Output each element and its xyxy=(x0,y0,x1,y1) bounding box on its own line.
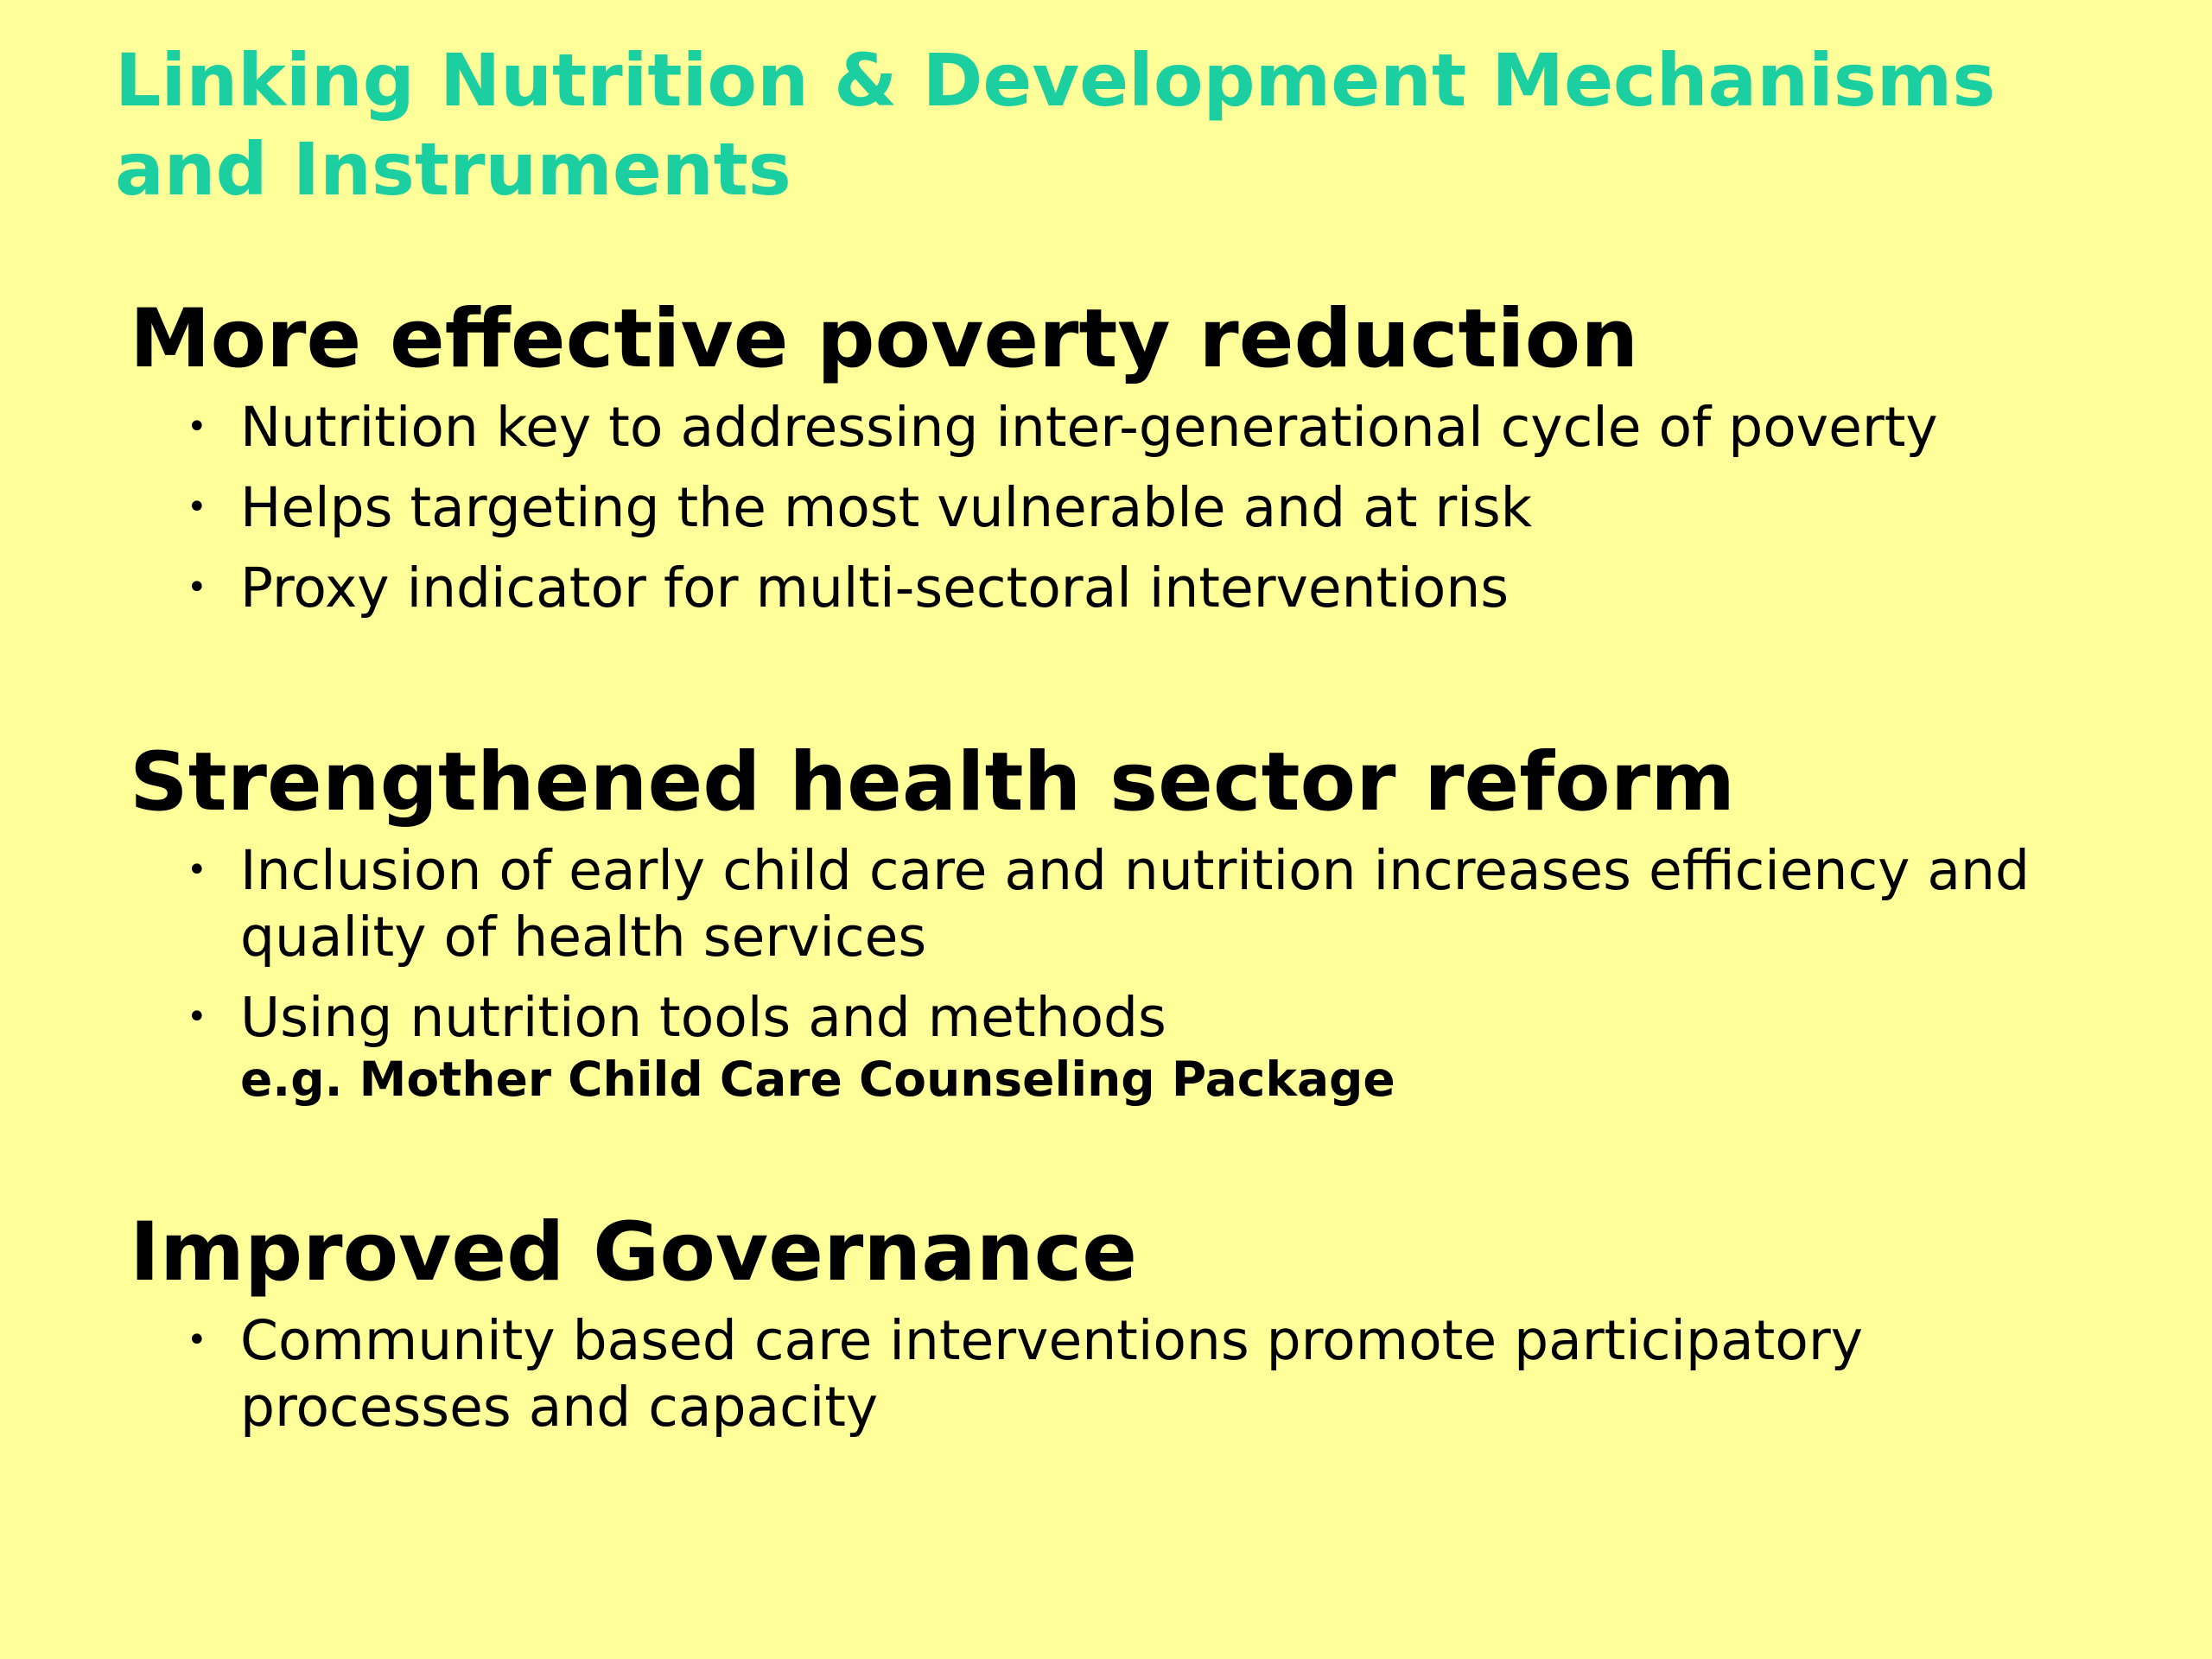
slide-title xyxy=(115,36,2154,214)
bullet-text: Nutrition key to addressing inter-generational cycle of poverty xyxy=(240,396,1938,459)
bullet-item xyxy=(130,984,2143,1108)
bullet-item xyxy=(130,555,2143,621)
bullet-text: Proxy indicator for multi-sectoral interventions xyxy=(240,556,1510,620)
bullet-item xyxy=(130,394,2143,461)
section-heading: More effective poverty reduction xyxy=(130,292,1639,386)
bullet-dot-icon: • xyxy=(187,997,207,1037)
slide-title-line-2: and Instruments xyxy=(115,127,791,212)
section-heading: Improved Governance xyxy=(130,1205,1138,1300)
section-health-sector-reform xyxy=(130,735,2143,1122)
bullet-dot-icon: • xyxy=(187,568,207,607)
bullet-dot-icon: • xyxy=(187,850,207,890)
bullet-item xyxy=(130,837,2143,970)
bullet-text: Using nutrition tools and methods xyxy=(240,986,1166,1049)
example-package-name: e.g. Mother Child Care Counseling Package xyxy=(240,1052,1395,1107)
bullet-dot-icon: • xyxy=(187,487,207,527)
bullet-list xyxy=(130,394,2143,621)
bullet-item xyxy=(130,1307,2143,1440)
bullet-item xyxy=(130,474,2143,541)
slide-title-line-1: Linking Nutrition & Development Mechanisms xyxy=(115,38,1996,123)
bullet-dot-icon: • xyxy=(187,407,207,447)
bullet-text: Community based care interventions promote participatory processes and capacity xyxy=(240,1309,1864,1439)
bullet-text: Helps targeting the most vulnerable and at risk xyxy=(240,476,1533,539)
section-poverty-reduction xyxy=(130,292,2143,635)
bullet-text: Inclusion of early child care and nutrition increases efficiency and quality of health services xyxy=(240,839,2030,969)
bullet-list xyxy=(130,837,2143,1108)
section-improved-governance xyxy=(130,1205,2143,1454)
bullet-list xyxy=(130,1307,2143,1440)
bullet-dot-icon: • xyxy=(187,1320,207,1360)
section-heading: Strengthened health sector reform xyxy=(130,735,1736,830)
